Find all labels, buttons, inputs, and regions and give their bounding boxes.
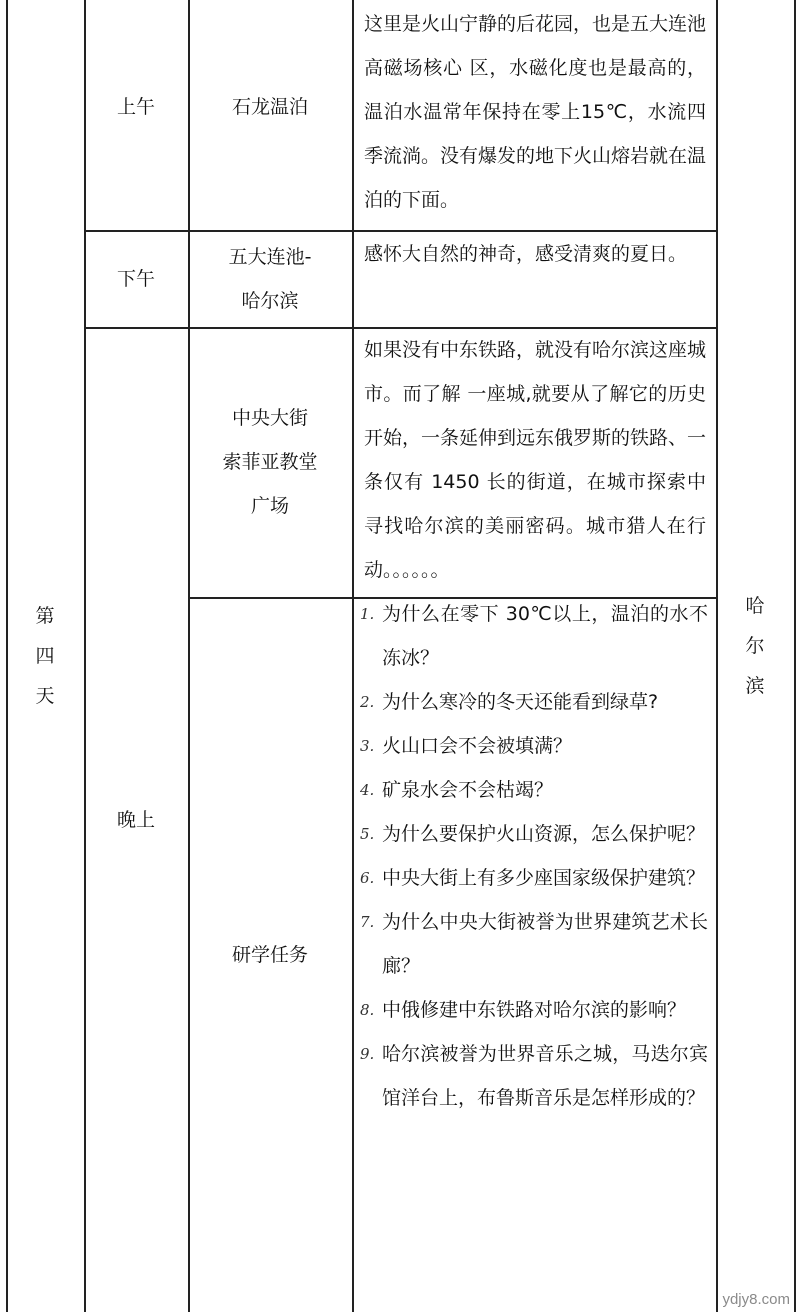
place-label: 石龙温泊 — [231, 96, 308, 118]
list-item — [360, 856, 708, 900]
morning-description: 这里是火山宁静的后花园，也是五大连池高磁场核心 区，水磁化度也是最高的，温泊水温常年保持在零上15℃，水流四季流淌。没有爆发的地下火山熔岩就在温泊的下面。 — [364, 13, 707, 211]
time-label: 下午 — [116, 267, 155, 290]
task-text: 中央大街上有多少座国家级保护建筑？ — [382, 867, 706, 889]
task-text: 哈尔滨被誉为世界音乐之城，马迭尔宾馆洋台上，布鲁斯音乐是怎样形成的？ — [382, 1043, 708, 1109]
task-number: 1. — [360, 605, 375, 623]
task-text: 为什么寒冷的冬天还能看到绿草? — [382, 691, 659, 713]
task-text: 火山口会不会被填满？ — [382, 735, 573, 757]
research-task-list — [352, 592, 716, 1307]
city-cell — [716, 0, 794, 1312]
task-text: 为什么在零下 30℃以上，温泊的水不冻冰？ — [382, 603, 708, 669]
list-item — [360, 900, 708, 988]
afternoon-time-cell — [84, 230, 188, 327]
city-char: 哈 — [745, 595, 765, 617]
day-char: 天 — [35, 685, 55, 707]
day-char: 第 — [35, 605, 55, 627]
list-item — [360, 592, 708, 680]
list-item — [360, 1032, 708, 1120]
task-number: 6. — [360, 869, 375, 887]
table-border-right — [794, 0, 796, 1312]
place-label: 五大连池- 哈尔滨 — [228, 245, 312, 312]
list-item — [360, 724, 708, 768]
evening-description: 如果没有中东铁路，就没有哈尔滨这座城市。而了解 一座城,就要从了解它的历史开始，一条延伸到远东俄罗斯的铁路、一条仅有 1450 长的街道，在城市探索中寻找哈尔滨的美丽密码。城市猎人在行动。。。。。。 — [364, 339, 707, 581]
evening-time-cell — [84, 327, 188, 1312]
task-number: 4. — [360, 781, 375, 799]
city-char: 尔 — [745, 635, 765, 657]
afternoon-description: 感怀大自然的神奇，感受清爽的夏日。 — [364, 243, 688, 265]
day-label — [35, 596, 54, 716]
list-item — [360, 680, 708, 724]
morning-place-cell — [188, 0, 352, 230]
day-cell — [6, 0, 84, 1312]
task-text: 矿泉水会不会枯竭？ — [382, 779, 554, 801]
list-item — [360, 812, 708, 856]
list-item — [360, 768, 708, 812]
task-number: 7. — [360, 913, 375, 931]
day-char: 四 — [35, 645, 55, 667]
research-place-cell — [188, 597, 352, 1312]
task-text: 为什么要保护火山资源，怎么保护呢？ — [382, 823, 706, 845]
task-number: 3. — [360, 737, 375, 755]
task-number: 2. — [360, 693, 375, 711]
task-text: 中俄修建中东铁路对哈尔滨的影响？ — [382, 999, 687, 1021]
place-label: 研学任务 — [231, 943, 308, 966]
time-label: 晚上 — [116, 808, 155, 831]
city-char: 滨 — [745, 675, 765, 697]
time-label: 上午 — [116, 96, 155, 118]
watermark: ydjy8.com — [722, 1291, 790, 1308]
morning-time-cell — [84, 0, 188, 230]
evening-place-cell — [188, 327, 352, 597]
afternoon-place-cell — [188, 230, 352, 327]
place-label: 中央大街 索菲亚教堂 广场 — [222, 407, 318, 517]
task-number: 8. — [360, 1001, 375, 1019]
task-number: 5. — [360, 825, 375, 843]
task-text: 为什么中央大街被誉为世界建筑艺术长廊？ — [382, 911, 708, 977]
list-item — [360, 988, 708, 1032]
city-label — [745, 586, 764, 706]
task-number: 9. — [360, 1045, 375, 1063]
